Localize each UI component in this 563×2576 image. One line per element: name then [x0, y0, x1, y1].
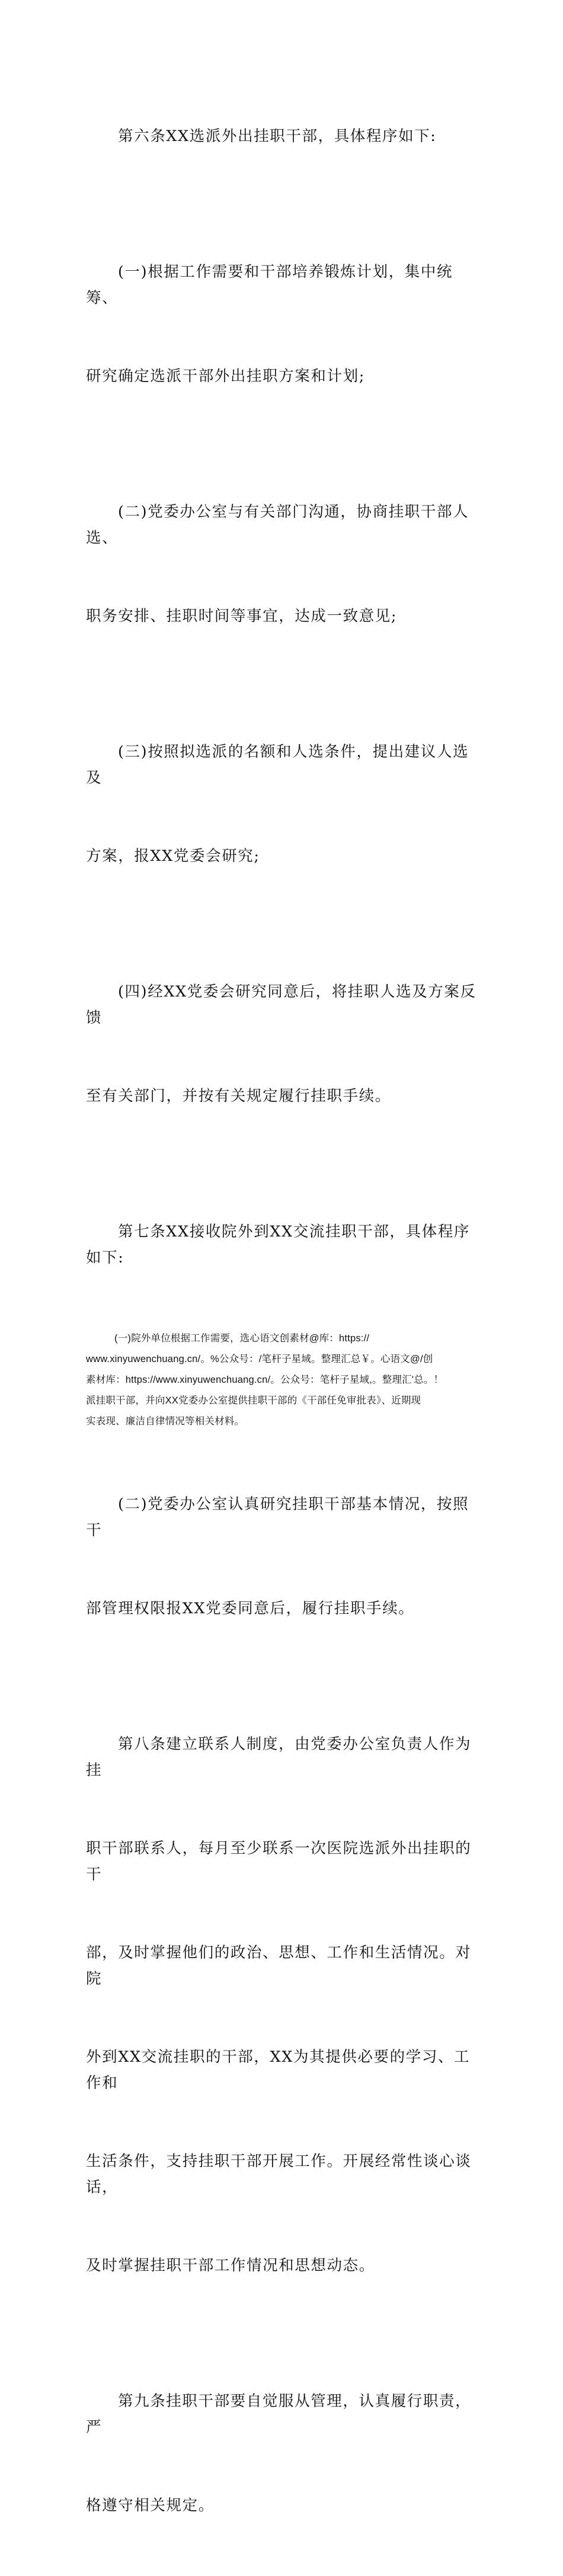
text-line: 实表现、廉洁自律情况等相关材料。 — [86, 1416, 245, 1427]
article-7-item-1-watermarked — [86, 1328, 480, 1432]
article-9 — [86, 2336, 480, 2571]
text-line: 第八条建立联系人制度，由党委办公室负责人作为挂 — [86, 1735, 472, 1779]
text-line: 方案，报XX党委会研究; — [86, 847, 260, 865]
text-line: (一)院外单位根据工作需要，选心语文创素材@库：https:// — [114, 1333, 370, 1344]
article-6-item-1 — [86, 207, 480, 441]
text-line: (二)党委办公室认真研究挂职干部基本情况，按照干 — [86, 1495, 469, 1539]
text-line: 格遵守相关规定。 — [86, 2497, 215, 2514]
article-6-item-3 — [86, 687, 480, 921]
article-8 — [86, 1679, 480, 2331]
article-6-item-4 — [86, 927, 480, 1161]
article-7-heading — [86, 1167, 480, 1323]
text-line: 外到XX交流挂职的干部，XX为其提供必要的学习、工作和 — [86, 2048, 471, 2092]
text-line: 研究确定选派干部外出挂职方案和计划; — [86, 367, 365, 385]
text-line: 第六条XX选派外出挂职干部，具体程序如下: — [118, 127, 437, 145]
article-7-item-2 — [86, 1439, 480, 1674]
text-line: (二)党委办公室与有关部门沟通，协商挂职干部人选、 — [86, 503, 469, 547]
text-line: (一)根据工作需要和干部培养锻炼计划，集中统筹、 — [86, 263, 453, 307]
article-6-item-2 — [86, 447, 480, 681]
text-line: 职务安排、挂职时间等事宜，达成一致意见; — [86, 607, 398, 625]
text-line: 部，及时掌握他们的政治、思想、工作和生活情况。对院 — [86, 1944, 472, 1988]
text-line: 第九条挂职干部要自觉服从管理，认真履行职责，严 — [86, 2392, 472, 2436]
document-body — [86, 71, 480, 2576]
text-line: 素材库：https://www.xinyuwenchuang.cn/。公众号：笔杆子星域,。整理汇'总。！ — [86, 1374, 444, 1385]
text-line: (四)经XX党委会研究同意后，将挂职人选及方案反馈 — [86, 983, 476, 1027]
text-line: 及时掌握挂职干部工作情况和思想动态。 — [86, 2257, 375, 2274]
text-line: 第七条XX接收院外到XX交流挂职干部，具体程序如下: — [86, 1223, 470, 1267]
text-line: 生活条件，支持挂职干部开展工作。开展经常性谈心谈话， — [86, 2152, 472, 2196]
text-line: 部管理权限报XX党委同意后，履行挂职手续。 — [86, 1600, 415, 1617]
text-line: 至有关部门，并按有关规定履行挂职手续。 — [86, 1087, 391, 1105]
text-line: www.xinyuwenchuang.cn/。%公众号：/笔杆子星域。整理汇总￥。心语文@/创 — [86, 1354, 433, 1364]
text-line: 派挂职干部，并向XX党委办公室提供挂职干部的《干部任免审批表》、近期现 — [86, 1395, 421, 1406]
article-6-heading — [86, 71, 480, 201]
text-line: 职干部联系人，每月至少联系一次医院选派外出挂职的干 — [86, 1840, 472, 1883]
text-line: (三)按照拟选派的名额和人选条件，提出建议人选及 — [86, 743, 469, 787]
